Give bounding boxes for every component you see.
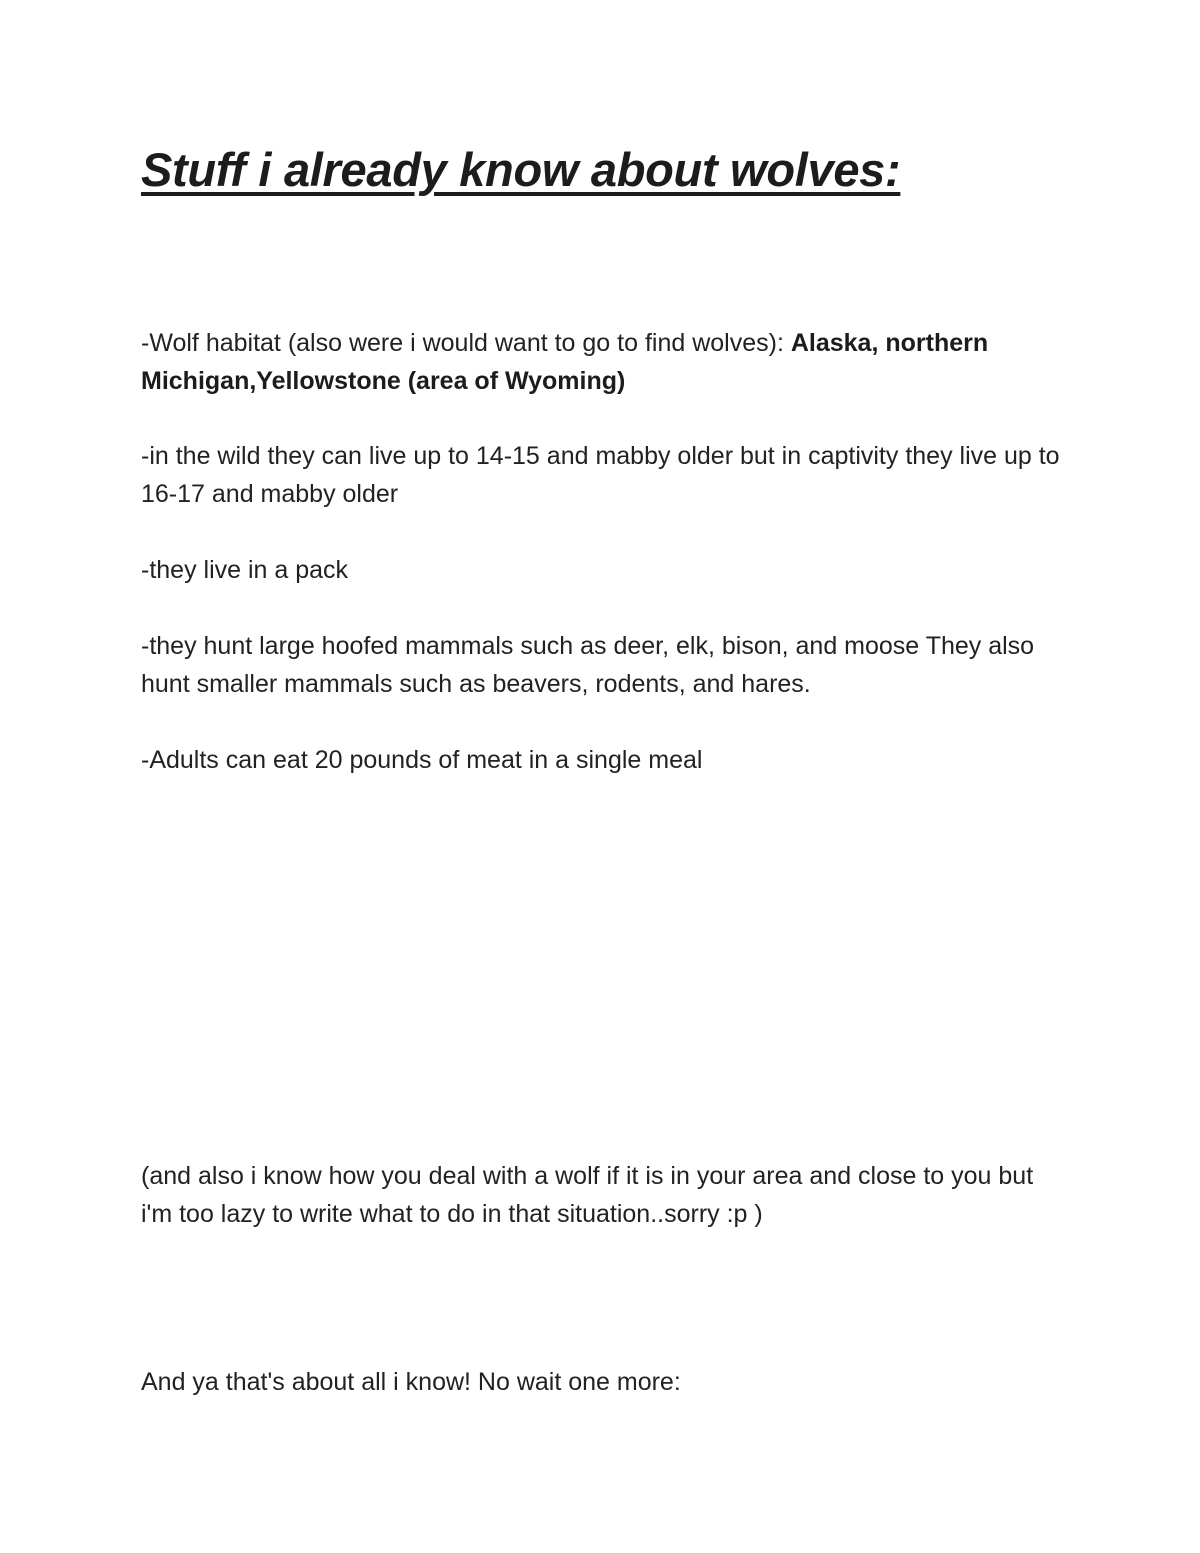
eating-paragraph: -Adults can eat 20 pounds of meat in a single meal — [141, 746, 703, 774]
pack-paragraph: -they live in a pack — [141, 556, 349, 584]
habitat-paragraph — [141, 324, 1071, 400]
hunting-paragraph: -they hunt large hoofed mammals such as deer, elk, bison, and moose They also hunt smaller mammals such as beavers, rodents, and hares. — [141, 632, 1035, 698]
page-title: Stuff i already know about wolves: — [141, 143, 901, 196]
dealing-paragraph: (and also i know how you deal with a wolf if it is in your area and close to you but i'm too lazy to write what to do in that situation..sorry :p ) — [141, 1162, 1034, 1228]
habitat-prefix: -Wolf habitat (also were i would want to go to find wolves): — [141, 329, 791, 357]
lifespan-paragraph: -in the wild they can live up to 14-15 and mabby older but in captivity they live up to 16-17 and mabby older — [141, 442, 1060, 508]
closing-paragraph: And ya that's about all i know! No wait one more: — [141, 1368, 681, 1396]
habitat-places: Alaska, northern Michigan,Yellowstone (area of Wyoming) — [141, 329, 989, 395]
